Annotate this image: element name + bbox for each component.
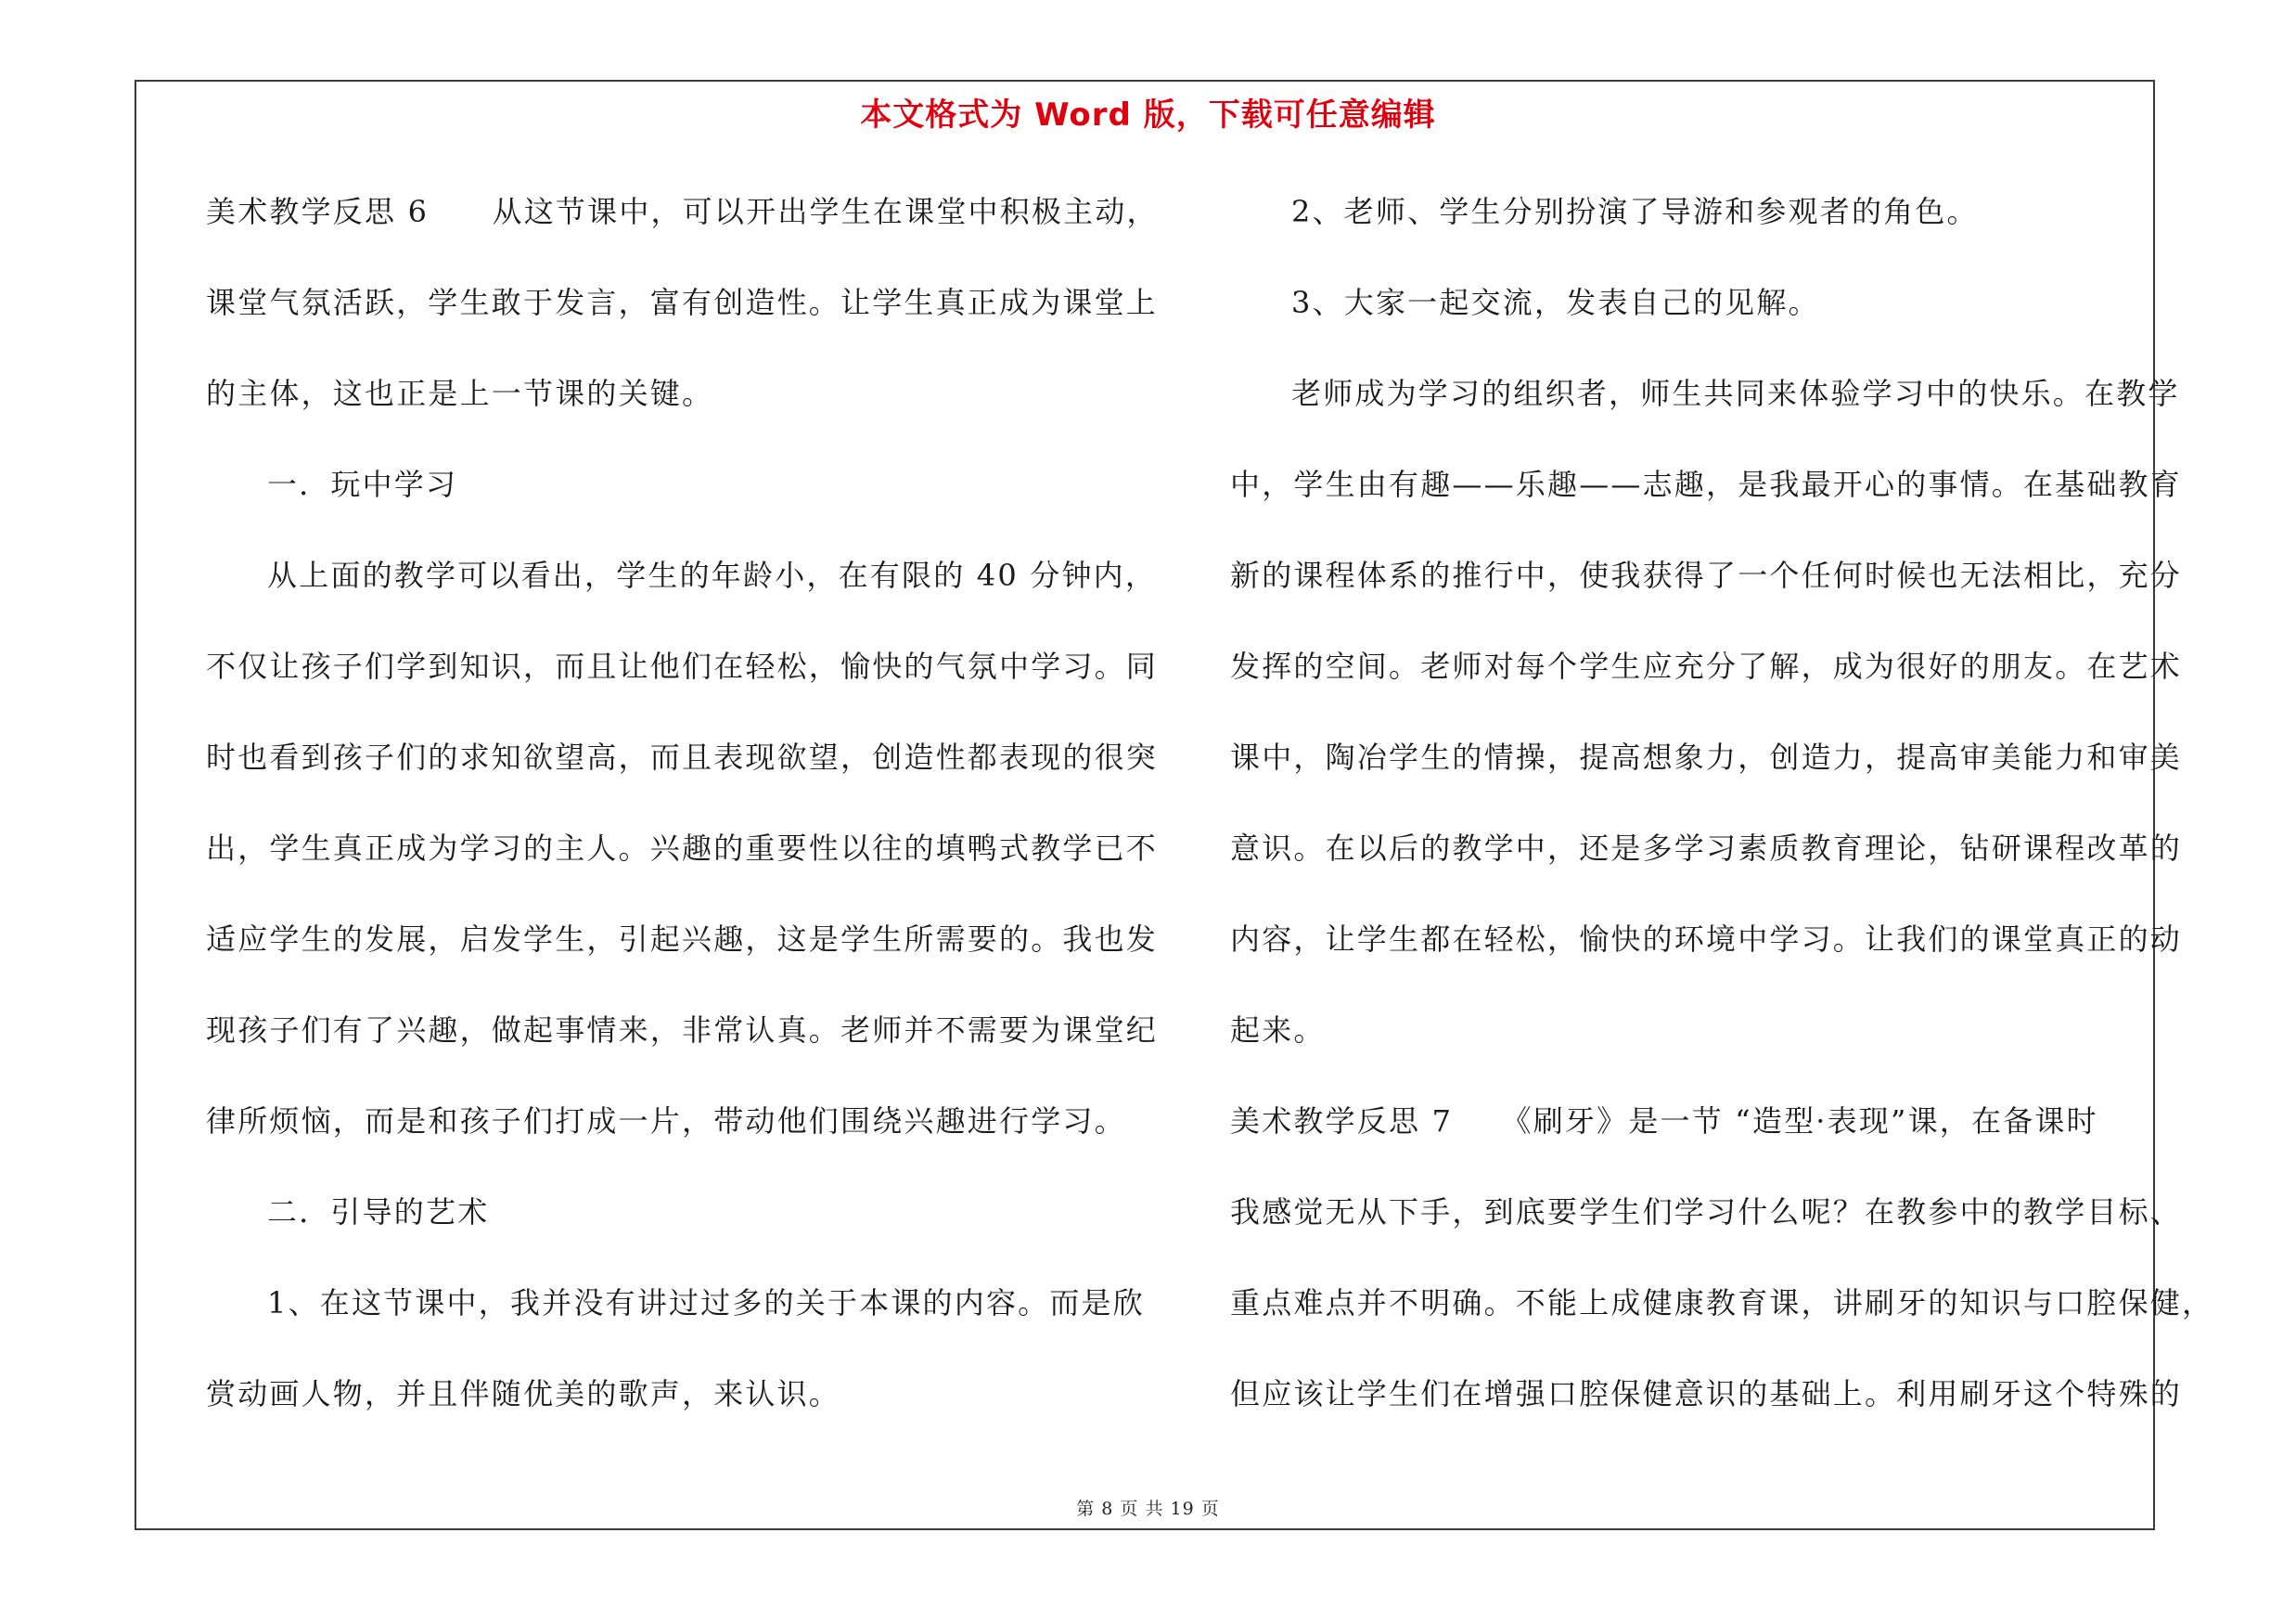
paragraph-line: 新的课程体系的推行中，使我获得了一个任何时候也无法相比，充分	[1230, 558, 2183, 593]
paragraph-line: 3、大家一起交流，发表自己的见解。	[1291, 285, 1820, 320]
paragraph-line: 现孩子们有了兴趣，做起事情来，非常认真。老师并不需要为课堂纪	[206, 1012, 1159, 1048]
paragraph-line: 老师成为学习的组织者，师生共同来体验学习中的快乐。在教学	[1291, 376, 2180, 411]
word-format-banner: 本文格式为 Word 版，下载可任意编辑	[860, 97, 1436, 134]
paragraph-line: 2、老师、学生分别扮演了导游和参观者的角色。	[1291, 194, 1979, 229]
paragraph-line: 意识。在以后的教学中，还是多学习素质教育理论，钻研课程改革的	[1230, 831, 2183, 866]
paragraph-line: 适应学生的发展，启发学生，引起兴趣，这是学生所需要的。我也发	[206, 921, 1159, 957]
paragraph-line: 但应该让学生们在增强口腔保健意识的基础上。利用刷牙这个特殊的	[1230, 1376, 2183, 1411]
paragraph-line: 出，学生真正成为学习的主人。兴趣的重要性以往的填鸭式教学已不	[206, 831, 1159, 866]
paragraph-line: 赏动画人物，并且伴随优美的歌声，来认识。	[206, 1376, 841, 1411]
paragraph-line: 美术教学反思 6 从这节课中，可以开出学生在课堂中积极主动，	[206, 194, 1159, 229]
paragraph-line: 1、在这节课中，我并没有讲过过多的关于本课的内容。而是欣	[267, 1285, 1145, 1320]
paragraph-line: 起来。	[1230, 1012, 1326, 1048]
paragraph-line: 从上面的教学可以看出，学生的年龄小，在有限的 40 分钟内，	[267, 558, 1158, 593]
paragraph-line: 发挥的空间。老师对每个学生应充分了解，成为很好的朋友。在艺术	[1230, 649, 2183, 684]
paragraph-line: 的主体，这也正是上一节课的关键。	[206, 376, 714, 411]
paragraph-line: 不仅让孩子们学到知识，而且让他们在轻松，愉快的气氛中学习。同	[206, 649, 1159, 684]
paragraph-line: 律所烦恼，而是和孩子们打成一片，带动他们围绕兴趣进行学习。	[206, 1103, 1126, 1139]
left-text-column	[206, 186, 1159, 1459]
paragraph-line: 我感觉无从下手，到底要学生们学习什么呢？在教参中的教学目标、	[1230, 1194, 2183, 1230]
page-number-footer: 第 8 页 共 19 页	[1076, 1499, 1220, 1519]
section-heading: 二．引导的艺术	[267, 1194, 490, 1230]
section-heading: 一．玩中学习	[267, 467, 458, 502]
paragraph-line: 时也看到孩子们的求知欲望高，而且表现欲望，创造性都表现的很突	[206, 740, 1159, 775]
paragraph-line: 课中，陶冶学生的情操，提高想象力，创造力，提高审美能力和审美	[1230, 740, 2183, 775]
right-text-column	[1230, 186, 2214, 1459]
paragraph-line: 内容，让学生都在轻松，愉快的环境中学习。让我们的课堂真正的动	[1230, 921, 2183, 957]
paragraph-line: 课堂气氛活跃，学生敢于发言，富有创造性。让学生真正成为课堂上	[206, 285, 1159, 320]
paragraph-line: 中，学生由有趣——乐趣——志趣，是我最开心的事情。在基础教育	[1230, 467, 2183, 502]
paragraph-line: 美术教学反思 7 《刷牙》是一节 “造型·表现”课，在备课时	[1230, 1103, 2098, 1139]
paragraph-line: 重点难点并不明确。不能上成健康教育课，讲刷牙的知识与口腔保健，	[1230, 1285, 2214, 1320]
